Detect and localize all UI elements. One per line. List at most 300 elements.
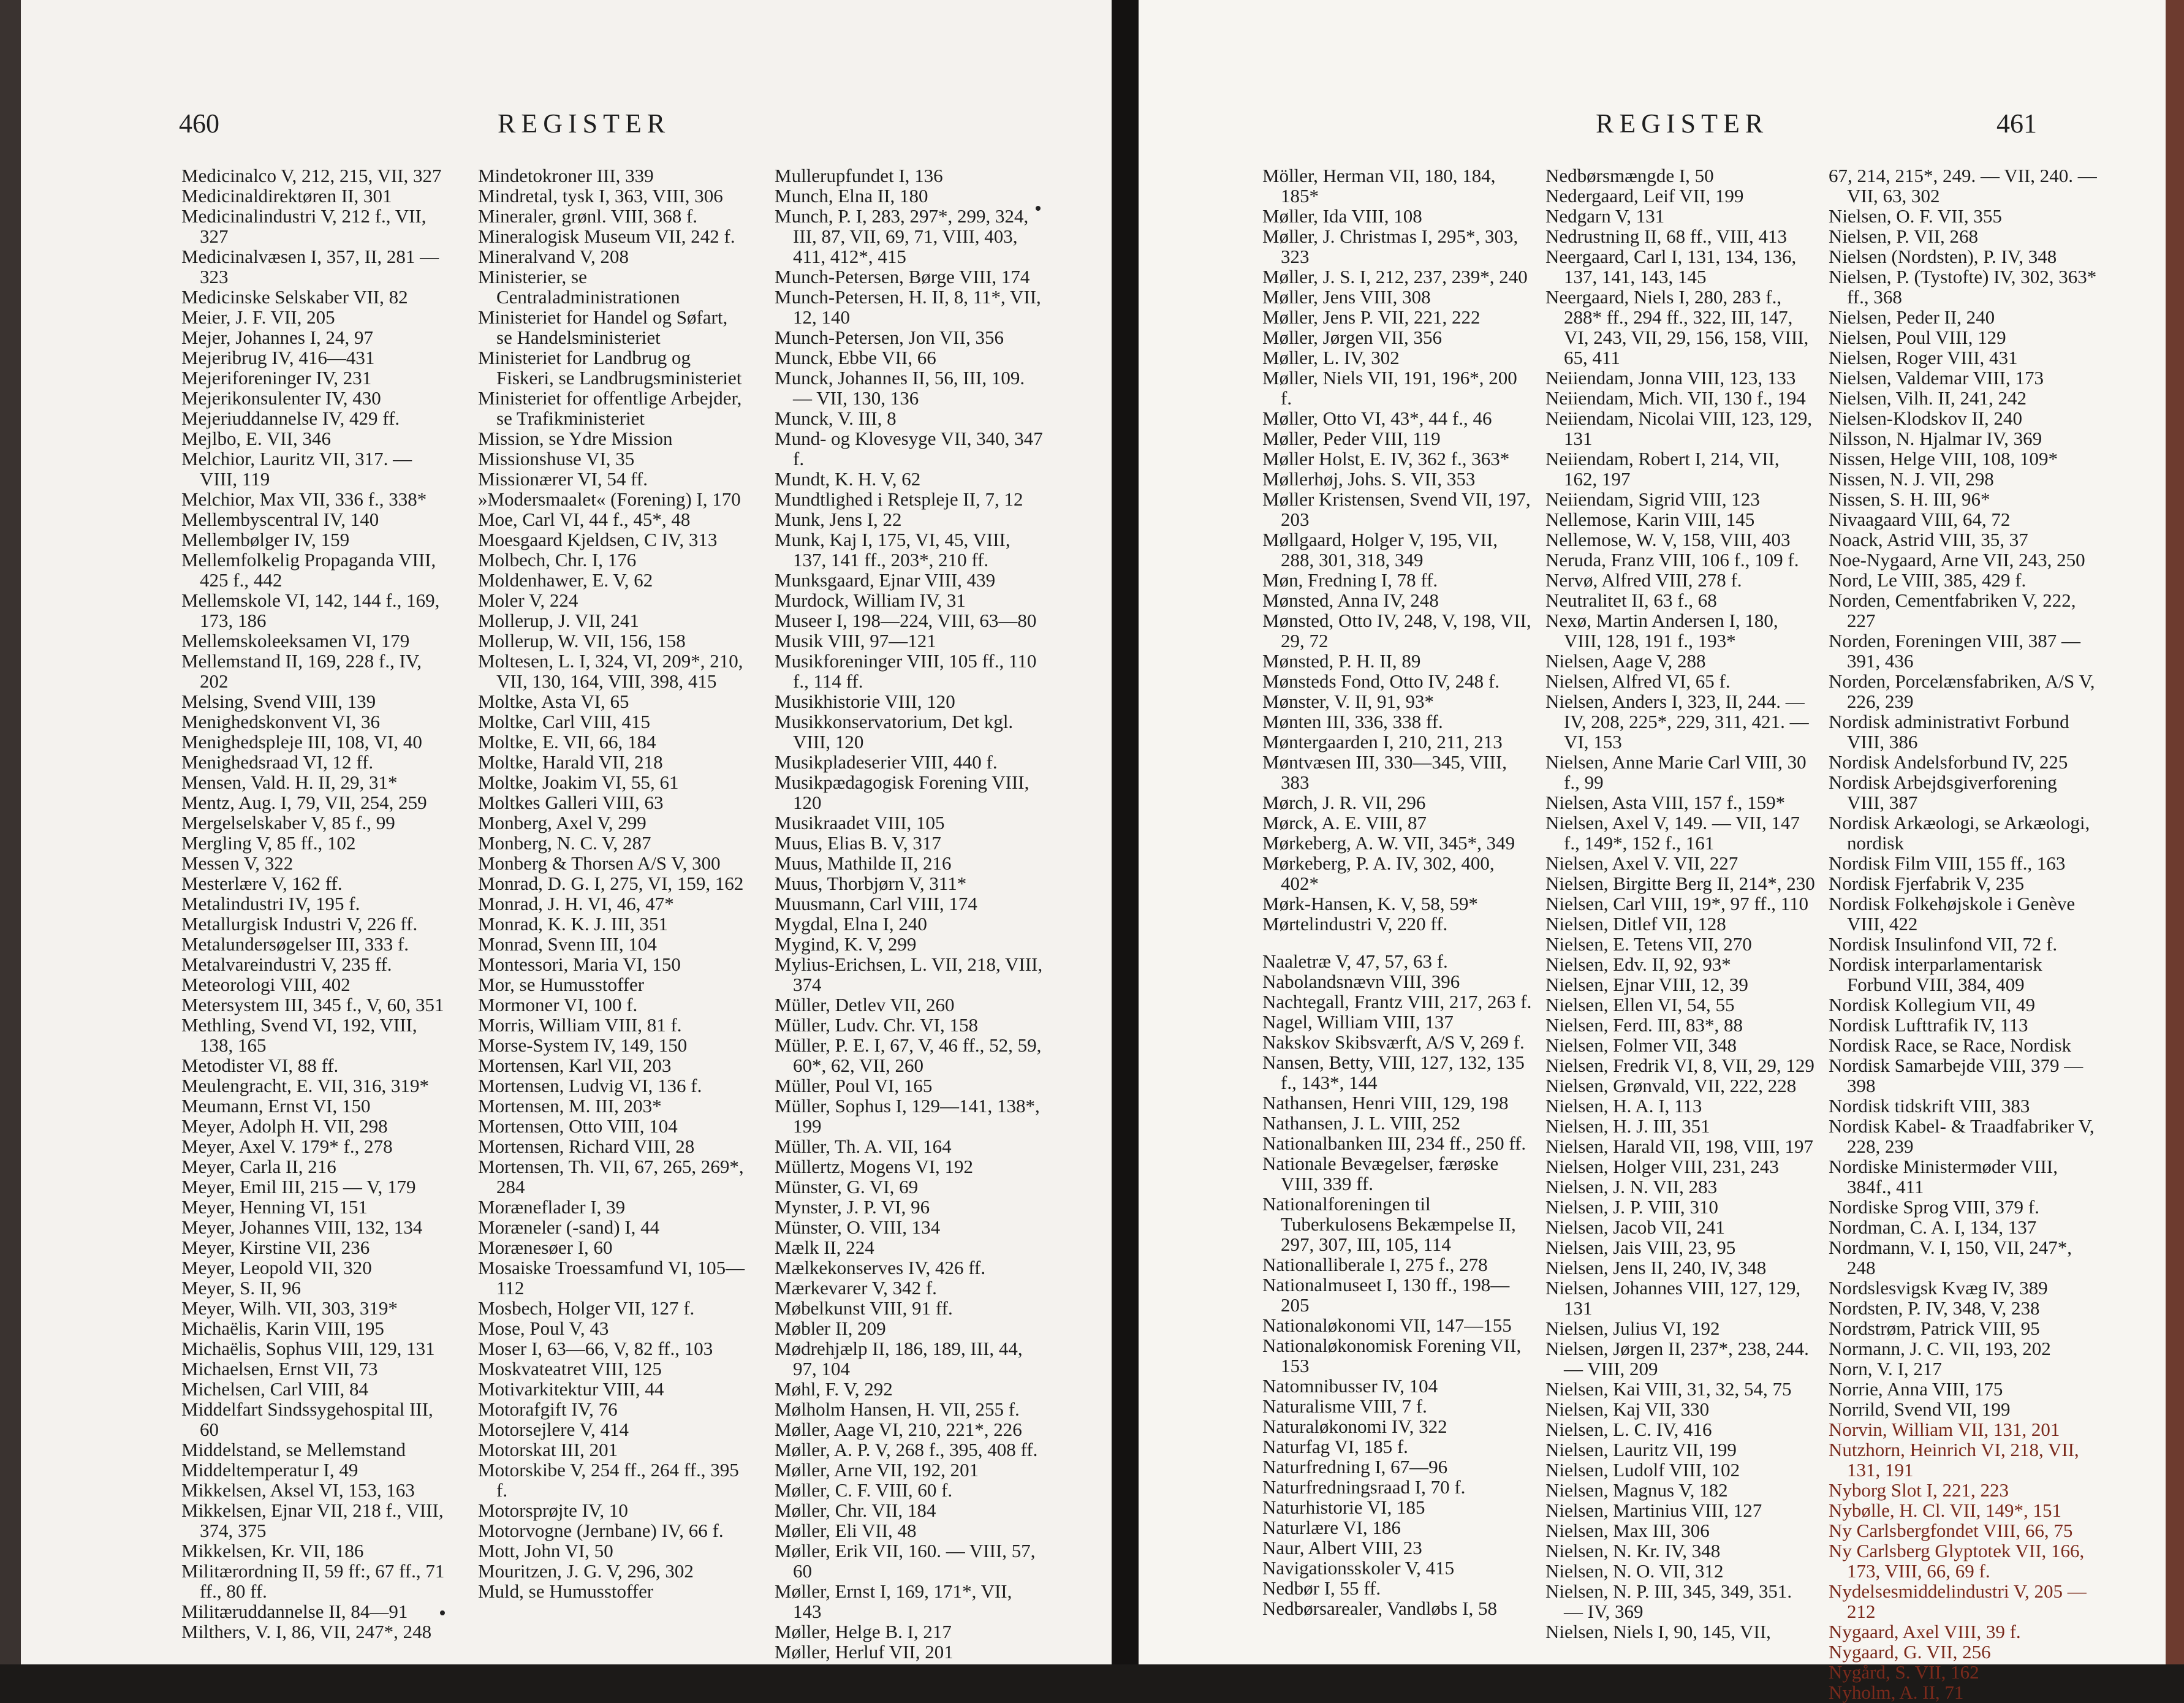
index-entry: Mortensen, Th. VII, 67, 265, 269*, 284	[478, 1156, 744, 1197]
index-entry: Meyer, Emil III, 215 — V, 179	[181, 1176, 416, 1197]
index-entry: Mellembyscentral IV, 140	[181, 509, 379, 530]
index-entry: Nielsen, Peder II, 240	[1829, 306, 1995, 328]
index-entry: Nielsen, P. (Tystofte) IV, 302, 363* ff., 368	[1829, 266, 2097, 308]
book-gutter	[1112, 0, 1139, 1664]
index-entry: Meteorologi VIII, 402	[181, 974, 351, 995]
index-entry: Mott, John VI, 50	[478, 1540, 613, 1561]
index-entry: Nedergaard, Leif VII, 199	[1545, 185, 1744, 207]
index-entry: Nielsen, P. VII, 268	[1829, 226, 1978, 247]
index-entry: Norvin, William VII, 131, 201	[1829, 1419, 2060, 1440]
index-entry: Møbelkunst VIII, 91 ff.	[775, 1297, 953, 1319]
index-entry: Neergaard, Carl I, 131, 134, 136, 137, 141, 143, 145	[1545, 246, 1797, 287]
index-entry: Munch-Petersen, Børge VIII, 174	[775, 266, 1030, 287]
index-entry: Naturfredning I, 67—96	[1262, 1456, 1448, 1477]
index-entry: Nielsen, Ferd. III, 83*, 88	[1545, 1014, 1743, 1036]
index-entry: Nutzhorn, Heinrich VI, 218, VII, 131, 191	[1829, 1439, 2079, 1481]
index-entry: Norden, Porcelænsfabriken, A/S V, 226, 239	[1829, 670, 2095, 712]
index-entry: Norden, Foreningen VIII, 387 —391, 436	[1829, 630, 2080, 672]
index-entry: Mortensen, Richard VIII, 28	[478, 1136, 695, 1157]
index-entry: Møller, Ida VIII, 108	[1262, 205, 1422, 227]
index-entry: Mikkelsen, Kr. VII, 186	[181, 1540, 364, 1561]
index-entry: Monberg, Axel V, 299	[478, 812, 646, 833]
index-entry: Møller, Helge B. I, 217	[775, 1621, 952, 1642]
index-entry: Mundt, K. H. V, 62	[775, 468, 921, 490]
index-entry: Michaëlis, Sophus VIII, 129, 131	[181, 1338, 435, 1359]
index-entry: Nielsen, N. P. III, 345, 349, 351. — IV, 369	[1545, 1580, 1792, 1622]
index-entry: Nordisk Folkehøjskole i Genève VIII, 422	[1829, 893, 2076, 935]
index-entry: Nielsen, N. O. VII, 312	[1545, 1560, 1724, 1582]
index-entry: Middelstand, se Mellemstand	[181, 1439, 406, 1460]
index-entry: Nordslesvigsk Kvæg IV, 389	[1829, 1277, 2048, 1299]
left-column-2	[478, 165, 748, 1662]
index-entry: Moræneler (-sand) I, 44	[478, 1216, 660, 1238]
index-entry: Møller, J. S. I, 212, 237, 239*, 240	[1262, 266, 1528, 287]
index-entry: Naturlære VI, 186	[1262, 1517, 1401, 1538]
index-entry: Nielsen, Magnus V, 182	[1545, 1479, 1728, 1501]
index-entry: Nordisk Kabel- & Traadfabriker V, 228, 239	[1829, 1115, 2095, 1157]
index-entry: Moltke, Joakim VI, 55, 61	[478, 772, 679, 793]
index-entry: Nielsen, Fredrik VI, 8, VII, 29, 129	[1545, 1055, 1814, 1076]
index-entry: Mellembølger IV, 159	[181, 529, 350, 550]
index-entry: Møller, L. IV, 302	[1262, 347, 1400, 368]
index-entry: Monrad, Svenn III, 104	[478, 933, 657, 955]
index-entry: Ny Carlsbergfondet VIII, 66, 75	[1829, 1520, 2073, 1541]
index-entry: Nielsen, Alfred VI, 65 f.	[1545, 670, 1731, 692]
right-page-columns	[1262, 165, 2098, 1702]
index-entry: Nielsen, Niels I, 90, 145, VII,	[1545, 1621, 1771, 1642]
index-entry: Møller, Jørgen VII, 356	[1262, 327, 1442, 348]
index-entry: Militærordning II, 59 ff:, 67 ff., 71 ff., 80 ff.	[181, 1560, 445, 1602]
index-entry: Mollerup, W. VII, 156, 158	[478, 630, 686, 651]
index-entry: Nielsen, Jais VIII, 23, 95	[1545, 1237, 1736, 1258]
index-entry: Nordisk Andelsforbund IV, 225	[1829, 751, 2068, 773]
index-entry: Nielsen, Martinius VIII, 127	[1545, 1500, 1762, 1521]
index-entry: Nybølle, H. Cl. VII, 149*, 151	[1829, 1500, 2062, 1521]
index-entry: Middelfart Sindssygehospital III, 60	[181, 1398, 433, 1440]
index-entry: Nordiske Ministermøder VIII, 384f., 411	[1829, 1156, 2058, 1197]
index-entry: Møntergaarden I, 210, 211, 213	[1262, 731, 1503, 753]
index-entry: Møller, J. Christmas I, 295*, 303, 323	[1262, 226, 1519, 267]
index-entry: Mørck, A. E. VIII, 87	[1262, 812, 1427, 833]
index-entry: Mellemskoleeksamen VI, 179	[181, 630, 410, 651]
index-entry: Nakskov Skibsværft, A/S V, 269 f.	[1262, 1031, 1525, 1053]
index-entry: Motorsprøjte IV, 10	[478, 1500, 628, 1521]
left-column-3	[775, 165, 1044, 1662]
index-entry: Norn, V. I, 217	[1829, 1358, 1942, 1379]
index-entry: Müller, Poul VI, 165	[775, 1075, 933, 1096]
index-entry: Norden, Cementfabriken V, 222, 227	[1829, 590, 2076, 631]
index-entry: Munck, V. III, 8	[775, 408, 897, 429]
index-entry: Münster, O. VIII, 134	[775, 1216, 941, 1238]
index-entry: Moser I, 63—66, V, 82 ff., 103	[478, 1338, 713, 1359]
index-entry: Nielsen, J. P. VIII, 310	[1545, 1196, 1718, 1218]
index-entry: Meier, J. F. VII, 205	[181, 306, 335, 328]
index-entry: Moldenhawer, E. V, 62	[478, 569, 653, 591]
index-entry: Møller Kristensen, Svend VII, 197, 203	[1262, 488, 1531, 530]
index-entry: Nielsen, Vilh. II, 241, 242	[1829, 387, 2027, 409]
index-entry: Nagel, William VIII, 137	[1262, 1011, 1454, 1033]
index-entry: Meumann, Ernst VI, 150	[181, 1095, 371, 1117]
index-entry: Monrad, J. H. VI, 46, 47*	[478, 893, 674, 914]
index-entry: Nielsen (Nordsten), P. IV, 348	[1829, 246, 2057, 267]
index-entry: Mineralvand V, 208	[478, 246, 629, 267]
index-entry: Nielsen, Anne Marie Carl VIII, 30 f., 99	[1545, 751, 1807, 793]
index-entry: Nordisk Fjerfabrik V, 235	[1829, 873, 2025, 894]
index-entry: Mørkeberg, A. W. VII, 345*, 349	[1262, 832, 1515, 854]
index-entry: Nielsen, Johannes VIII, 127, 129, 131	[1545, 1277, 1801, 1319]
index-entry: Nygaard, Axel VIII, 39 f.	[1829, 1621, 2021, 1642]
index-entry: Møller, Chr. VII, 184	[775, 1500, 936, 1521]
index-entry: Milthers, V. I, 86, VII, 247*, 248	[181, 1621, 432, 1642]
left-page	[21, 0, 1112, 1664]
index-entry: Mineralogisk Museum VII, 242 f.	[478, 226, 735, 247]
index-entry: Mølholm Hansen, H. VII, 255 f.	[775, 1398, 1020, 1420]
index-entry: Mønster, V. II, 91, 93*	[1262, 691, 1435, 712]
index-entry: Nordisk Insulinfond VII, 72 f.	[1829, 933, 2058, 955]
index-entry: Nordisk Arkæologi, se Arkæologi, nordisk	[1829, 812, 2090, 854]
index-entry: Metalindustri IV, 195 f.	[181, 893, 360, 914]
index-entry: Metalvareindustri V, 235 ff.	[181, 954, 392, 975]
index-entry: Møller, Peder VIII, 119	[1262, 428, 1441, 449]
index-entry: Nordisk Arbejdsgiverforening VIII, 387	[1829, 772, 2057, 813]
index-entry: Naturaløkonomi IV, 322	[1262, 1416, 1447, 1437]
index-entry: Nielsen, E. Tetens VII, 270	[1545, 933, 1752, 955]
index-entry: Nissen, Helge VIII, 108, 109*	[1829, 448, 2058, 469]
index-entry: Mission, se Ydre Mission	[478, 428, 673, 449]
index-entry: Nielsen, O. F. VII, 355	[1829, 205, 2002, 227]
index-entry: Michelsen, Carl VIII, 84	[181, 1378, 369, 1400]
index-entry: Nationalmuseet I, 130 ff., 198—205	[1262, 1274, 1510, 1316]
index-entry: Moltke, E. VII, 66, 184	[478, 731, 656, 753]
right-page-number: 461	[1996, 108, 2037, 138]
index-entry: Nordiske Sprog VIII, 379 f.	[1829, 1196, 2039, 1218]
index-entry: Mosaiske Troessamfund VI, 105—112	[478, 1257, 745, 1299]
index-entry: Nyholm, A. II, 71	[1829, 1682, 1964, 1703]
ink-dot	[440, 1610, 445, 1615]
index-entry: Nielsen, Ejnar VIII, 12, 39	[1545, 974, 1748, 995]
index-entry: Nielsen, Ludolf VIII, 102	[1545, 1459, 1740, 1481]
index-entry: Messen V, 322	[181, 852, 294, 874]
index-entry: Monrad, K. K. J. III, 351	[478, 913, 668, 935]
index-entry: Nielsen, Birgitte Berg II, 214*, 230	[1545, 873, 1815, 894]
index-entry: Montessori, Maria VI, 150	[478, 954, 681, 975]
index-entry: Meyer, Axel V. 179* f., 278	[181, 1136, 393, 1157]
index-entry: Monrad, D. G. I, 275, VI, 159, 162	[478, 873, 744, 894]
right-page	[1139, 0, 2184, 1703]
index-entry: Nationalforeningen til Tuberkulosens Bekæmpelse II, 297, 307, III, 105, 114	[1262, 1193, 1516, 1255]
index-entry: Nielsen, Asta VIII, 157 f., 159*	[1545, 792, 1786, 813]
index-entry: Neiiendam, Jonna VIII, 123, 133	[1545, 367, 1796, 389]
left-page-number: 460	[179, 108, 219, 138]
index-entry: Museer I, 198—224, VIII, 63—80	[775, 610, 1037, 631]
index-entry: Mortensen, M. III, 203*	[478, 1095, 662, 1117]
left-column-1	[181, 165, 451, 1662]
right-column-3	[1829, 165, 2098, 1702]
index-entry: Nilsson, N. Hjalmar IV, 369	[1829, 428, 2042, 449]
index-entry: Meyer, Johannes VIII, 132, 134	[181, 1216, 423, 1238]
index-entry: Munch-Petersen, H. II, 8, 11*, VII, 12, 140	[775, 286, 1041, 328]
index-entry: Muusmann, Carl VIII, 174	[775, 893, 977, 914]
index-entry: Muus, Thorbjørn V, 311*	[775, 873, 967, 894]
index-entry: Møller Holst, E. IV, 362 f., 363*	[1262, 448, 1510, 469]
index-entry: Nedrustning II, 68 ff., VIII, 413	[1545, 226, 1788, 247]
index-entry: Nielsen, Edv. II, 92, 93*	[1545, 954, 1731, 975]
index-entry: Nielsen, Holger VIII, 231, 243	[1545, 1156, 1779, 1177]
index-entry: Nielsen, Jens II, 240, IV, 348	[1545, 1257, 1767, 1278]
index-entry: Mund- og Klovesyge VII, 340, 347 f.	[775, 428, 1043, 469]
ink-dot	[1036, 206, 1041, 211]
index-entry: Menighedskonvent VI, 36	[181, 711, 381, 732]
index-entry: Müller, P. E. I, 67, V, 46 ff., 52, 59, 60*, 62, VII, 260	[775, 1034, 1042, 1076]
index-entry: Naaletræ V, 47, 57, 63 f.	[1262, 950, 1448, 972]
index-entry: Monberg, N. C. V, 287	[478, 832, 651, 854]
index-entry: Mælkekonserves IV, 426 ff.	[775, 1257, 986, 1278]
index-entry: Mose, Poul V, 43	[478, 1318, 609, 1339]
index-entry: Møller, Jens VIII, 308	[1262, 286, 1431, 308]
index-entry: Mønten III, 336, 338 ff.	[1262, 711, 1443, 732]
index-entry: Møller, A. P. V, 268 f., 395, 408 ff.	[775, 1439, 1038, 1460]
index-entry: Nedgarn V, 131	[1545, 205, 1665, 227]
index-entry: Ny Carlsberg Glyptotek VII, 166, 173, VIII, 66, 69 f.	[1829, 1540, 2085, 1582]
book-edge-left	[0, 0, 21, 1664]
index-entry: Mouritzen, J. G. V, 296, 302	[478, 1560, 694, 1582]
index-entry: Mygdal, Elna I, 240	[775, 913, 927, 935]
index-entry: Ministerier, se Centraladministrationen	[478, 266, 680, 308]
index-entry: Møller, Ernst I, 169, 171*, VII, 143	[775, 1580, 1012, 1622]
index-entry: Neiiendam, Nicolai VIII, 123, 129, 131	[1545, 408, 1813, 449]
index-entry: Mormoner VI, 100 f.	[478, 994, 638, 1015]
index-entry: Muus, Mathilde II, 216	[775, 852, 952, 874]
index-entry: Ministeriet for offentlige Arbejder, se Trafikministeriet	[478, 387, 742, 429]
index-entry: Nielsen, Valdemar VIII, 173	[1829, 367, 2044, 389]
index-entry: Nielsen, Jacob VII, 241	[1545, 1216, 1726, 1238]
index-entry: Mergling V, 85 ff., 102	[181, 832, 356, 854]
left-page-columns	[181, 165, 1044, 1662]
index-entry: Mortensen, Ludvig VI, 136 f.	[478, 1075, 702, 1096]
index-entry: Moskvateatret VIII, 125	[478, 1358, 662, 1379]
index-entry: Missionshuse VI, 35	[478, 448, 635, 469]
index-entry: Nordman, C. A. I, 134, 137	[1829, 1216, 2037, 1238]
index-entry: Nordstrøm, Patrick VIII, 95	[1829, 1318, 2040, 1339]
index-entry: Nielsen, H. A. I, 113	[1545, 1095, 1702, 1117]
index-entry: Naturhistorie VI, 185	[1262, 1496, 1425, 1518]
index-entry: Melchior, Max VII, 336 f., 338*	[181, 488, 427, 510]
index-entry: Naturfredningsraad I, 70 f.	[1262, 1476, 1466, 1498]
index-entry: Mønsteds Fond, Otto IV, 248 f.	[1262, 670, 1500, 692]
index-entry: Møbler II, 209	[775, 1318, 886, 1339]
index-entry: »Modersmaalet« (Forening) I, 170	[478, 488, 741, 510]
index-entry: Mikkelsen, Aksel VI, 153, 163	[181, 1479, 415, 1501]
index-entry: Møller, Arne VII, 192, 201	[775, 1459, 979, 1481]
index-entry: Meyer, Adolph H. VII, 298	[181, 1115, 388, 1137]
index-entry: Nielsen, Harald VII, 198, VIII, 197	[1545, 1136, 1814, 1157]
index-entry: Mosbech, Holger VII, 127 f.	[478, 1297, 695, 1319]
index-entry: Noack, Astrid VIII, 35, 37	[1829, 529, 2028, 550]
index-entry: Nationalliberale I, 275 f., 278	[1262, 1254, 1488, 1275]
index-entry: Nathansen, J. L. VIII, 252	[1262, 1112, 1461, 1134]
index-entry: Moesgaard Kjeldsen, C IV, 313	[478, 529, 718, 550]
index-entry: Noe-Nygaard, Arne VII, 243, 250	[1829, 549, 2085, 571]
index-entry: Nielsen, Carl VIII, 19*, 97 ff., 110	[1545, 893, 1809, 914]
index-entry: Neergaard, Niels I, 280, 283 f., 288* ff., 294 ff., 322, III, 147, VI, 243, VII, 29, 156, 158, VIII, 65, 411	[1545, 286, 1809, 368]
index-entry: Munck, Johannes II, 56, III, 109. — VII, 130, 136	[775, 367, 1025, 409]
index-entry: Norrild, Svend VII, 199	[1829, 1398, 2011, 1420]
index-entry: Müller, Detlev VII, 260	[775, 994, 955, 1015]
index-entry: Nielsen, Poul VIII, 129	[1829, 327, 2006, 348]
index-entry: Mesterlære V, 162 ff.	[181, 873, 343, 894]
index-entry: Munk, Jens I, 22	[775, 509, 902, 530]
index-entry: Nexø, Martin Andersen I, 180, VIII, 128, 191 f., 193*	[1545, 610, 1778, 651]
index-entry: Nervø, Alfred VIII, 278 f.	[1545, 569, 1742, 591]
index-entry: Norrie, Anna VIII, 175	[1829, 1378, 2003, 1400]
index-entry: Nordisk Lufttrafik IV, 113	[1829, 1014, 2028, 1036]
index-entry: Mørk-Hansen, K. V, 58, 59*	[1262, 893, 1478, 914]
index-entry: Motorvogne (Jernbane) IV, 66 f.	[478, 1520, 724, 1541]
index-entry: Mor, se Humusstoffer	[478, 974, 645, 995]
index-entry: Mejlbo, E. VII, 346	[181, 428, 331, 449]
index-entry: Naturalisme VIII, 7 f.	[1262, 1395, 1427, 1417]
index-entry: Nordisk interparlamentarisk Forbund VIII, 384, 409	[1829, 954, 2042, 995]
index-entry: Ministeriet for Landbrug og Fiskeri, se Landbrugsministeriet	[478, 347, 742, 389]
index-entry: Metodister VI, 88 ff.	[181, 1055, 339, 1076]
index-entry: Nivaagaard VIII, 64, 72	[1829, 509, 2011, 530]
index-entry: Musikpladeserier VIII, 440 f.	[775, 751, 998, 773]
index-entry: Mejeribrug IV, 416—431	[181, 347, 375, 368]
index-entry: Nielsen, Roger VIII, 431	[1829, 347, 2018, 368]
index-entry: Mentz, Aug. I, 79, VII, 254, 259	[181, 792, 427, 813]
index-entry: Møllerhøj, Johs. S. VII, 353	[1262, 468, 1476, 490]
index-entry: Nielsen, L. C. IV, 416	[1545, 1419, 1712, 1440]
index-entry: Nationalbanken III, 234 ff., 250 ff.	[1262, 1132, 1526, 1154]
index-entry: Mynster, J. P. VI, 96	[775, 1196, 930, 1218]
index-entry: Møller, Herluf VII, 201	[775, 1641, 954, 1663]
index-entry: Meyer, Kirstine VII, 236	[181, 1237, 370, 1258]
index-entry: Nationaløkonomisk Forening VII, 153	[1262, 1335, 1522, 1376]
index-entry: Müller, Ludv. Chr. VI, 158	[775, 1014, 978, 1036]
index-entry: Melsing, Svend VIII, 139	[181, 691, 376, 712]
index-entry: Nielsen, Ditlef VII, 128	[1545, 913, 1726, 935]
index-entry: Møhl, F. V, 292	[775, 1378, 893, 1400]
index-entry: Nissen, N. J. VII, 298	[1829, 468, 1994, 490]
index-entry: Morris, William VIII, 81 f.	[478, 1014, 682, 1036]
index-entry: Meyer, Leopold VII, 320	[181, 1257, 372, 1278]
index-entry: Medicinske Selskaber VII, 82	[181, 286, 408, 308]
index-entry: Nordsten, P. IV, 348, V, 238	[1829, 1297, 2040, 1319]
right-column-1	[1262, 165, 1532, 1702]
index-entry: Neiiendam, Robert I, 214, VII, 162, 197	[1545, 448, 1780, 490]
index-entry: Nissen, S. H. III, 96*	[1829, 488, 1990, 510]
index-entry: Mellemstand II, 169, 228 f., IV, 202	[181, 650, 422, 692]
index-entry: Mødrehjælp II, 186, 189, III, 44, 97, 104	[775, 1338, 1023, 1379]
index-entry: Mensen, Vald. H. II, 29, 31*	[181, 772, 398, 793]
index-entry: Mejerikonsulenter IV, 430	[181, 387, 381, 409]
index-entry: Mineraler, grønl. VIII, 368 f.	[478, 205, 698, 227]
index-entry: Militæruddannelse II, 84—91	[181, 1601, 408, 1622]
index-entry: Møller, Aage VI, 210, 221*, 226	[775, 1419, 1022, 1440]
index-entry: Meyer, Wilh. VII, 303, 319*	[181, 1297, 398, 1319]
index-entry: Müllertz, Mogens VI, 192	[775, 1156, 974, 1177]
index-entry: Müller, Th. A. VII, 164	[775, 1136, 952, 1157]
index-entry: Mejeriforeninger IV, 231	[181, 367, 372, 389]
index-entry: Michaëlis, Karin VIII, 195	[181, 1318, 384, 1339]
index-entry: Nielsen, Axel V, 149. — VII, 147 f., 149*, 152 f., 161	[1545, 812, 1800, 854]
index-entry: Nielsen, Julius VI, 192	[1545, 1318, 1720, 1339]
index-entry: Mørtelindustri V, 220 ff.	[1262, 913, 1448, 935]
index-entry: Nielsen, Grønvald, VII, 222, 228	[1545, 1075, 1797, 1096]
index-entry: Medicinalvæsen I, 357, II, 281 —323	[181, 246, 439, 287]
index-entry: Mindretal, tysk I, 363, VIII, 306	[478, 185, 723, 207]
index-entry: Nielsen, Jørgen II, 237*, 238, 244. — VIII, 209	[1545, 1338, 1809, 1379]
book-edge-right	[2166, 0, 2184, 1664]
index-entry: Müller, Sophus I, 129—141, 138*, 199	[775, 1095, 1040, 1137]
index-entry: Menighedspleje III, 108, VI, 40	[181, 731, 422, 753]
index-entry: Nedbørsarealer, Vandløbs I, 58	[1262, 1598, 1497, 1619]
index-entry: Nordisk tidskrift VIII, 383	[1829, 1095, 2030, 1117]
index-entry: Mejer, Johannes I, 24, 97	[181, 327, 373, 348]
index-entry: Mønsted, Anna IV, 248	[1262, 590, 1439, 611]
index-entry: Neiiendam, Sigrid VIII, 123	[1545, 488, 1760, 510]
index-entry: Mellemfolkelig Propaganda VIII, 425 f., 442	[181, 549, 436, 591]
index-entry: Munksgaard, Ejnar VIII, 439	[775, 569, 996, 591]
index-entry: Medicinaldirektøren II, 301	[181, 185, 392, 207]
index-entry: Nordisk Kollegium VII, 49	[1829, 994, 2035, 1015]
index-entry: Nielsen, Lauritz VII, 199	[1545, 1439, 1737, 1460]
index-entry: Nabolandsnævn VIII, 396	[1262, 971, 1460, 992]
index-entry: Nielsen, H. J. III, 351	[1545, 1115, 1710, 1137]
index-entry: Mellemskole VI, 142, 144 f., 169, 173, 186	[181, 590, 440, 631]
index-entry: Nygård, S. VII, 162	[1829, 1661, 1979, 1683]
index-entry: Møller, Jens P. VII, 221, 222	[1262, 306, 1481, 328]
index-entry: Nielsen, Ellen VI, 54, 55	[1545, 994, 1735, 1015]
index-entry: Ministeriet for Handel og Søfart, se Handelsministeriet	[478, 306, 728, 348]
index-entry: Nordisk administrativt Forbund VIII, 386	[1829, 711, 2069, 753]
index-entry: Nordisk Film VIII, 155 ff., 163	[1829, 852, 2066, 874]
index-entry: Munch-Petersen, Jon VII, 356	[775, 327, 1004, 348]
index-entry: Metersystem III, 345 f., V, 60, 351	[181, 994, 444, 1015]
index-entry: Moltkes Galleri VIII, 63	[478, 792, 664, 813]
index-entry: Munch, P. I, 283, 297*, 299, 324, III, 87, VII, 69, 71, VIII, 403, 411, 412*, 415	[775, 205, 1029, 267]
index-entry: Muld, se Humusstoffer	[478, 1580, 654, 1602]
index-entry: Nielsen, J. N. VII, 283	[1545, 1176, 1718, 1197]
index-entry: Mergelselskaber V, 85 f., 99	[181, 812, 395, 833]
index-entry: Nathansen, Henri VIII, 129, 198	[1262, 1092, 1509, 1113]
index-entry: Nordisk Race, se Race, Nordisk	[1829, 1034, 2072, 1056]
index-entry: Musik VIII, 97—121	[775, 630, 936, 651]
index-entry: Nydelsesmiddelindustri V, 205 —212	[1829, 1580, 2087, 1622]
index-entry: Mejeriuddannelse IV, 429 ff.	[181, 408, 400, 429]
index-entry: Middeltemperatur I, 49	[181, 1459, 358, 1481]
index-entry: Nygaard, G. VII, 256	[1829, 1641, 1991, 1663]
index-entry: Mygind, K. V, 299	[775, 933, 917, 955]
index-entry: Møntvæsen III, 330—345, VIII, 383	[1262, 751, 1507, 793]
index-entry: Monberg & Thorsen A/S V, 300	[478, 852, 721, 874]
index-entry: Nordmann, V. I, 150, VII, 247*, 248	[1829, 1237, 2072, 1278]
index-entry: Musikhistorie VIII, 120	[775, 691, 955, 712]
index-entry: Murdock, William IV, 31	[775, 590, 966, 611]
index-entry: Morænesøer I, 60	[478, 1237, 613, 1258]
index-entry: Nielsen, Aage V, 288	[1545, 650, 1706, 672]
index-entry: Nielsen, N. Kr. IV, 348	[1545, 1540, 1721, 1561]
index-entry: Neruda, Franz VIII, 106 f., 109 f.	[1545, 549, 1799, 571]
index-entry: Moltke, Carl VIII, 415	[478, 711, 650, 732]
index-entry: Meyer, S. II, 96	[181, 1277, 301, 1299]
index-entry: Münster, G. VI, 69	[775, 1176, 919, 1197]
index-entry: Mollerup, J. VII, 241	[478, 610, 639, 631]
index-entry: Møller, Otto VI, 43*, 44 f., 46	[1262, 408, 1492, 429]
index-entry: Metallurgisk Industri V, 226 ff.	[181, 913, 418, 935]
index-entry: Nyborg Slot I, 221, 223	[1829, 1479, 2009, 1501]
index-entry: Naur, Albert VIII, 23	[1262, 1537, 1422, 1558]
